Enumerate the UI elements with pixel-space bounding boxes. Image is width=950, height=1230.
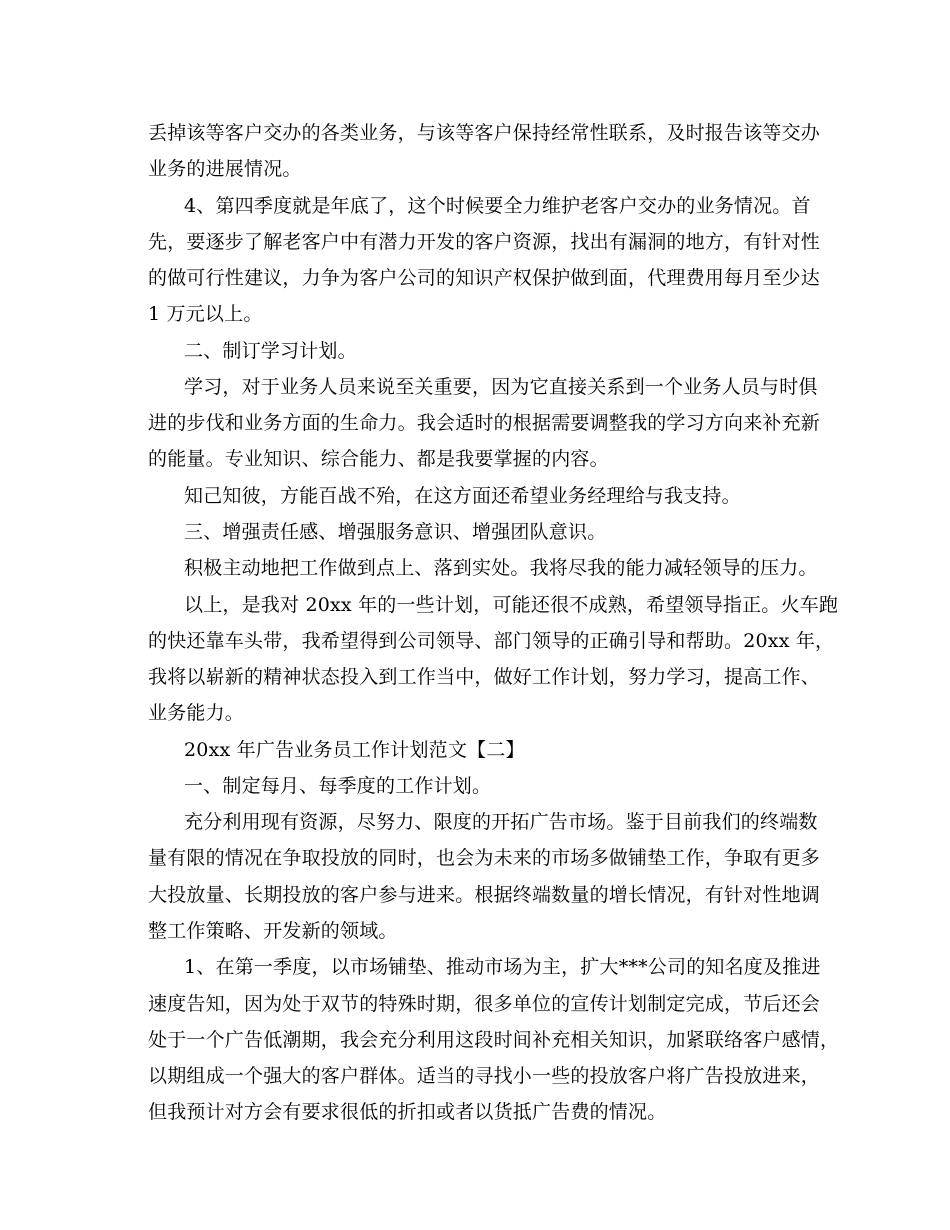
text-line: 量有限的情况在争取投放的同时，也会为未来的市场多做铺垫工作，争取有更多	[148, 847, 821, 869]
text-line: 二、制订学习计划。	[184, 340, 357, 362]
text-line: 以上，是我对 20xx 年的一些计划，可能还很不成熟，希望领导指正。火车跑	[184, 594, 839, 616]
text-line: 丢掉该等客户交办的各类业务，与该等客户保持经常性联系，及时报告该等交办	[148, 122, 821, 144]
text-line: 先，要逐步了解老客户中有潜力开发的客户资源，找出有漏洞的地方，有针对性	[148, 231, 821, 253]
text-line: 积极主动地把工作做到点上、落到实处。我将尽我的能力减轻领导的压力。	[184, 557, 818, 579]
text-line: 大投放量、长期投放的客户参与进来。根据终端数量的增长情况，有针对性地调	[148, 884, 821, 906]
text-line: 的快还靠车头带，我希望得到公司领导、部门领导的正确引导和帮助。20xx 年，	[148, 630, 835, 652]
text-line: 进的步伐和业务方面的生命力。我会适时的根据需要调整我的学习方向来补充新	[148, 412, 821, 434]
text-line: 但我预计对方会有要求很低的折扣或者以货抵广告费的情况。	[148, 1101, 667, 1123]
text-line: 我将以崭新的精神状态投入到工作当中，做好工作计划，努力学习，提高工作、	[148, 666, 821, 688]
text-line: 业务的进展情况。	[148, 158, 302, 180]
section-heading: 20xx 年广告业务员工作计划范文【二】	[184, 739, 525, 761]
text-line: 的做可行性建议，力争为客户公司的知识产权保护做到面，代理费用每月至少达	[148, 267, 821, 289]
text-line: 的能量。专业知识、综合能力、都是我要掌握的内容。	[148, 448, 609, 470]
text-line: 1、在第一季度，以市场铺垫、推动市场为主，扩大***公司的知名度及推进	[184, 956, 821, 978]
text-line: 三、增强责任感、增强服务意识、增强团队意识。	[184, 521, 607, 543]
text-line: 一、制定每月、每季度的工作计划。	[184, 775, 492, 797]
text-line: 知己知彼，方能百战不殆，在这方面还希望业务经理给与我支持。	[184, 485, 741, 507]
text-line: 业务能力。	[148, 702, 245, 724]
text-line: 整工作策略、开发新的领域。	[148, 920, 398, 942]
text-line: 速度告知，因为处于双节的特殊时期，很多单位的宣传计划制定完成，节后还会	[148, 993, 821, 1015]
text-line: 1 万元以上。	[148, 303, 263, 325]
text-line: 4、第四季度就是年底了，这个时候要全力维护老客户交办的业务情况。首	[184, 195, 811, 217]
text-line: 以期组成一个强大的客户群体。适当的寻找小一些的投放客户将广告投放进来，	[148, 1065, 821, 1087]
text-line: 处于一个广告低潮期，我会充分利用这段时间补充相关知识，加紧联络客户感情，	[148, 1029, 840, 1051]
text-line: 学习，对于业务人员来说至关重要，因为它直接关系到一个业务人员与时俱	[184, 376, 818, 398]
text-line: 充分利用现有资源，尽努力、限度的开拓广告市场。鉴于目前我们的终端数	[184, 811, 818, 833]
